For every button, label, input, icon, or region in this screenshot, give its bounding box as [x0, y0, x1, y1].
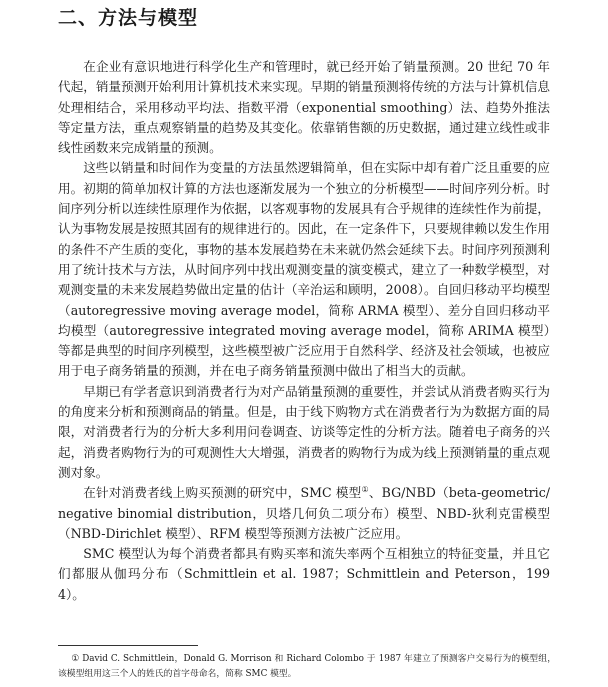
section-heading: 二、方法与模型	[58, 7, 199, 29]
body-text	[58, 57, 550, 605]
footnote-divider	[58, 645, 198, 646]
paragraph-4-text-after: 、BG/NBD（beta-geometric/negative binomial distribution，贝塔几何负二项分布）模型、NBD-狄利克雷模型（NBD-Dirichlet 模型）、RFM 模型等预测方法被广泛应用。	[58, 485, 551, 541]
paragraph-4	[58, 483, 550, 544]
footnote-text: David C. Schmittlein，Donald G. Morrison 和 Richard Colombo 于 1987 年建立了预测客户交易行为的模型组，该模型组用这三个人的姓氏的首字母命名，简称 SMC 模型。	[58, 654, 557, 679]
footnote	[58, 652, 556, 682]
footnote-marker: ①	[71, 654, 80, 664]
paragraph-5: SMC 模型认为每个消费者都具有购买率和流失率两个互相独立的特征变量，并且它们都服从伽玛分布（Schmittlein et al. 1987；Schmittlein and Peterson，1994）。	[58, 546, 550, 602]
paragraph-1: 在企业有意识地进行科学化生产和管理时，就已经开始了销量预测。20 世纪 70 年代起，销量预测开始利用计算机技术来实现。早期的销量预测将传统的方法与计算机信息处理相结合，采用移动平均法、指数平滑（exponential smoothing）法、趋势外推法等定量方法，重点观察销量的趋势及其变化。依靠销售额的历史数据，通过建立线性或非线性函数来完成销量的预测。	[58, 59, 550, 156]
paragraph-2: 这些以销量和时间作为变量的方法虽然逻辑简单，但在实际中却有着广泛且重要的应用。初期的简单加权计算的方法也逐渐发展为一个独立的分析模型——时间序列分析。时间序列分析以连续性原理作为依据，以客观事物的发展具有合乎规律的连续性作为前提，认为事物发展是按照其固有的规律进行的。因此，在一定条件下，只要规律赖以发生作用的条件不产生质的变化，事物的基本发展趋势在未来就仍然会延续下去。时间序列预测利用了统计技术与方法，从时间序列中找出观测变量的演变模式，建立了一种数学模型，对观测变量的未来发展趋势做出定量的估计（辛治运和顾明，2008）。自回归移动平均模型（autoregressive moving average model，简称 ARMA 模型）、差分自回归移动平均模型（autoregressive integrated moving average model，简称 ARIMA 模型）等都是典型的时间序列模型，这些模型被广泛应用于自然科学、经济及社会领域，也被应用于电子商务销量的预测，并在电子商务销量预测中做出了相当大的贡献。	[58, 160, 550, 379]
footnote-reference: ①	[361, 485, 369, 495]
paragraph-4-text-before: 在针对消费者线上购买预测的研究中，SMC 模型	[83, 485, 362, 501]
paragraph-3: 早期已有学者意识到消费者行为对产品销量预测的重要性，并尝试从消费者购买行为的角度来分析和预测商品的销量。但是，由于线下购物方式在消费者行为为数据方面的局限，对消费者行为的分析大多利用问卷调查、访谈等定性的分析方法。随着电子商务的兴起，消费者购物行为的可观测性大大增强，消费者的购物行为成为线上预测销量的重点观测对象。	[58, 383, 550, 480]
